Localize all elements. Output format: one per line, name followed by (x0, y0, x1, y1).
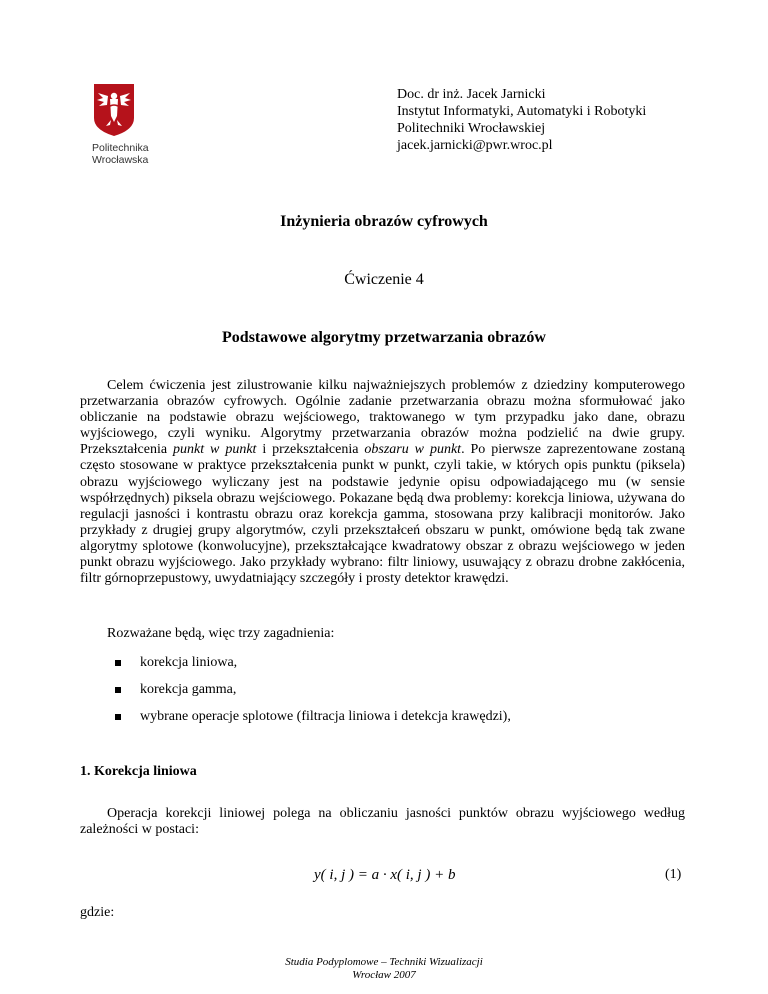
logo-line-1: Politechnika (92, 142, 149, 154)
page-footer (0, 956, 768, 982)
author-institute: Instytut Informatyki, Automatyki i Robotyki (397, 104, 647, 119)
author-university: Politechniki Wrocławskiej (397, 121, 546, 136)
equation: y( i, j ) = a · x( i, j ) + b (314, 867, 456, 883)
course-title: Inżynieria obrazów cyfrowych (280, 213, 488, 230)
author-email: jacek.jarnicki@pwr.wroc.pl (397, 138, 553, 153)
footer-line-1: Studia Podyplomowe – Techniki Wizualizacji (285, 956, 483, 968)
bullet-square-icon (115, 660, 121, 666)
exercise-number: Ćwiczenie 4 (344, 271, 424, 288)
author-name: Doc. dr inż. Jacek Jarnicki (397, 87, 546, 102)
footer-line-2: Wrocław 2007 (352, 969, 416, 981)
author-block (397, 86, 646, 154)
intro-paragraph: Celem ćwiczenia jest zilustrowanie kilku najważniejszych problemów z dziedziny komputerowego przetwarzania obrazów cyfrowych. Ogólnie zadanie przetwarzania obrazu można sformułować jako obliczanie na podstawie obrazu wejściowego, traktowanego w tym przypadku jako dane, obrazu wyjściowego, czyli wyniku. Algorytmy przetwarzania obrazów można podzielić na dwie grupy. Przekształcenia punkt w punkt i przekształcenia obszaru w punkt. Po pierwsze zaprezentowane zostaną często stosowane w praktyce przekształcenia punkt w punkt, czyli takie, w których opis punktu (piksela) obrazu wyjściowego wyliczany jest na podstawie jedynie opisu odpowiadającego mu (w sensie współrzędnych) piksela obrazu wejściowego. Pokazane będą dwa problemy: korekcja liniowa, używana do regulacji jasności i kontrastu obrazu oraz korekcja gamma, stosowana przy kalibracji monitorów. Jako przykłady z drugiej grupy algorytmów, czyli przekształceń obszaru w punkt, omówione będą tak zwane algorytmy splotowe (konwolucyjne), przekształcające kwadratowy obszar z obrazu wejściowego w jeden punkt obrazu wyjściowego. Jako przykłady wybrano: filtr liniowy, usuwający z obrazu drobne zakłócenia, filtr górnoprzepustowy, uwydatniający szczegóły i prosty detektor krawędzi. (80, 378, 685, 587)
equation-number: (1) (665, 867, 682, 882)
logo-line-2: Wrocławska (92, 154, 149, 166)
where-label: gdzie: (80, 905, 115, 920)
emphasis-point-to-point: punkt w punkt (173, 442, 257, 458)
eagle-shield-icon (94, 84, 134, 136)
bullet-square-icon (115, 687, 121, 693)
exercise-topic: Podstawowe algorytmy przetwarzania obrazów (222, 329, 546, 346)
emphasis-area-to-point: obszaru w punkt (364, 442, 462, 458)
section-paragraph: Operacja korekcji liniowej polega na obliczaniu jasności punktów obrazu wyjściowego według zależności w postaci: (80, 806, 685, 837)
section-heading: 1. Korekcja liniowa (80, 764, 197, 779)
bullet-square-icon (115, 714, 121, 720)
topics-intro: Rozważane będą, więc trzy zagadnienia: (107, 626, 335, 641)
